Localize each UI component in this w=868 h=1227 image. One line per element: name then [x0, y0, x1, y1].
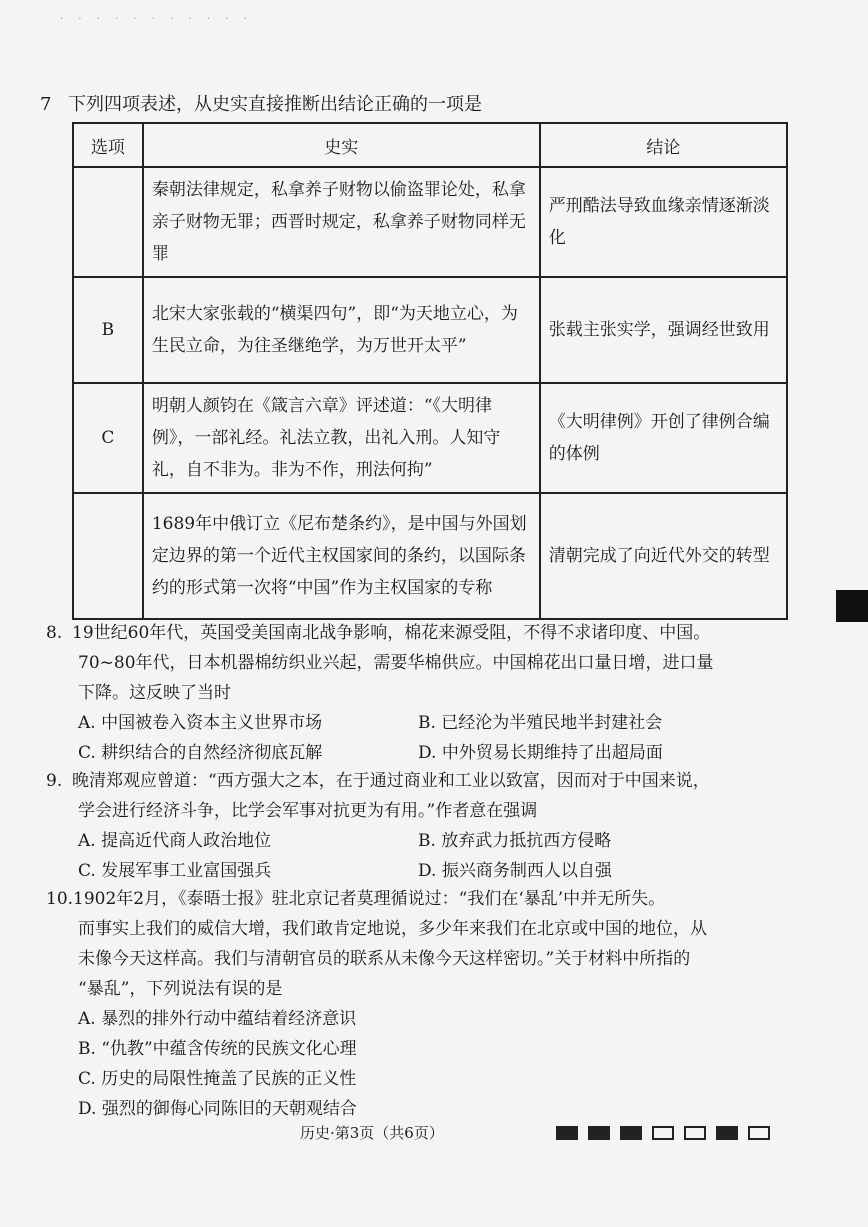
question-line: 未像今天这样高。我们与清朝官员的联系从未像今天这样密切。”关于材料中所指的 — [78, 949, 691, 969]
question-line: “暴乱”，下列说法有误的是 — [78, 979, 283, 999]
table-header-row — [73, 123, 787, 167]
option-cell — [73, 167, 143, 277]
fact-cell: 明朝人颜钧在《箴言六章》评述道：“《大明律例》，一部礼经。礼法立教，出礼入刑。人知守礼，自不非为。非为不作，刑法何拘” — [143, 383, 540, 493]
option-cell: B — [73, 277, 143, 383]
footer-marker-boxes — [556, 1126, 770, 1140]
empty-box-mark — [748, 1126, 770, 1140]
page-footer: 历史·第3页（共6页） — [300, 1124, 444, 1142]
conclusion-cell: 严刑酷法导致血缘亲情逐渐淡化 — [540, 167, 787, 277]
fact-cell: 1689年中俄订立《尼布楚条约》，是中国与外国划定边界的第一个近代主权国家间的条约，以国际条约的形式第一次将“中国”作为主权国家的专称 — [143, 493, 540, 619]
option-cell: C — [73, 383, 143, 493]
header-conclusion: 结论 — [540, 123, 787, 167]
conclusion-cell: 清朝完成了向近代外交的转型 — [540, 493, 787, 619]
option-a: A. 提高近代商人政治地位 — [78, 831, 272, 851]
option-d: D. 中外贸易长期维持了出超局面 — [418, 743, 663, 763]
option-b: B. 已经沦为半殖民地半封建社会 — [418, 713, 663, 733]
scan-registration-mark — [836, 590, 868, 622]
filled-box-mark — [588, 1126, 610, 1140]
question-text: 下列四项表述，从史实直接推断出结论正确的一项是 — [68, 94, 482, 115]
option-b: B. 放弃武力抵抗西方侵略 — [418, 831, 612, 851]
question-line: 70~80年代，日本机器棉纺织业兴起，需要华棉供应。中国棉花出口量日增，进口量 — [78, 653, 714, 673]
option-cell — [73, 493, 143, 619]
conclusion-cell: 张载主张实学，强调经世致用 — [540, 277, 787, 383]
empty-box-mark — [652, 1126, 674, 1140]
empty-box-mark — [684, 1126, 706, 1140]
option-a: A. 中国被卷入资本主义世界市场 — [78, 713, 323, 733]
question-number: 9. — [46, 771, 63, 791]
filled-box-mark — [620, 1126, 642, 1140]
option-b: B. “仇教”中蕴含传统的民族文化心理 — [78, 1039, 357, 1059]
table-row — [73, 167, 787, 277]
question-line: 1902年2月，《泰晤士报》驻北京记者莫理循说过：“我们在‘暴乱’中并无所失。 — [73, 889, 666, 909]
question-9 — [46, 766, 798, 886]
question-7-table — [72, 122, 788, 620]
filled-box-mark — [716, 1126, 738, 1140]
question-8 — [46, 618, 798, 768]
question-line: 学会进行经济斗争，比学会军事对抗更为有用。”作者意在强调 — [78, 801, 538, 821]
question-line: 19世纪60年代，英国受美国南北战争影响，棉花来源受阻，不得不求诸印度、中国。 — [72, 623, 711, 643]
question-line: 下降。这反映了当时 — [78, 683, 231, 703]
option-c: C. 发展军事工业富国强兵 — [78, 861, 272, 881]
question-line: 而事实上我们的威信大增，我们敢肯定地说，多少年来我们在北京或中国的地位，从 — [78, 919, 707, 939]
question-number: 10. — [46, 889, 74, 909]
scan-artifact: · · · · · · · · · · · — [60, 14, 253, 25]
question-number: 7 — [40, 94, 52, 115]
option-c: C. 历史的局限性掩盖了民族的正义性 — [78, 1069, 357, 1089]
conclusion-cell: 《大明律例》开创了律例合编的体例 — [540, 383, 787, 493]
header-fact: 史实 — [143, 123, 540, 167]
filled-box-mark — [556, 1126, 578, 1140]
question-number: 8. — [46, 623, 63, 643]
table-row — [73, 277, 787, 383]
table-row — [73, 383, 787, 493]
header-option: 选项 — [73, 123, 143, 167]
question-line: 晚清郑观应曾道：“西方强大之本，在于通过商业和工业以致富，因而对于中国来说， — [72, 771, 710, 791]
question-10 — [46, 884, 798, 1124]
option-c: C. 耕织结合的自然经济彻底瓦解 — [78, 743, 323, 763]
fact-cell: 北宋大家张载的“横渠四句”，即“为天地立心，为生民立命，为往圣继绝学，为万世开太平” — [143, 277, 540, 383]
option-a: A. 暴烈的排外行动中蕴结着经济意识 — [78, 1009, 357, 1029]
fact-cell: 秦朝法律规定，私拿养子财物以偷盗罪论处，私拿亲子财物无罪；西晋时规定，私拿养子财物同样无罪 — [143, 167, 540, 277]
option-d: D. 振兴商务制西人以自强 — [418, 861, 612, 881]
question-7-stem — [40, 90, 482, 116]
table-row — [73, 493, 787, 619]
option-d: D. 强烈的御侮心同陈旧的天朝观结合 — [78, 1099, 357, 1119]
